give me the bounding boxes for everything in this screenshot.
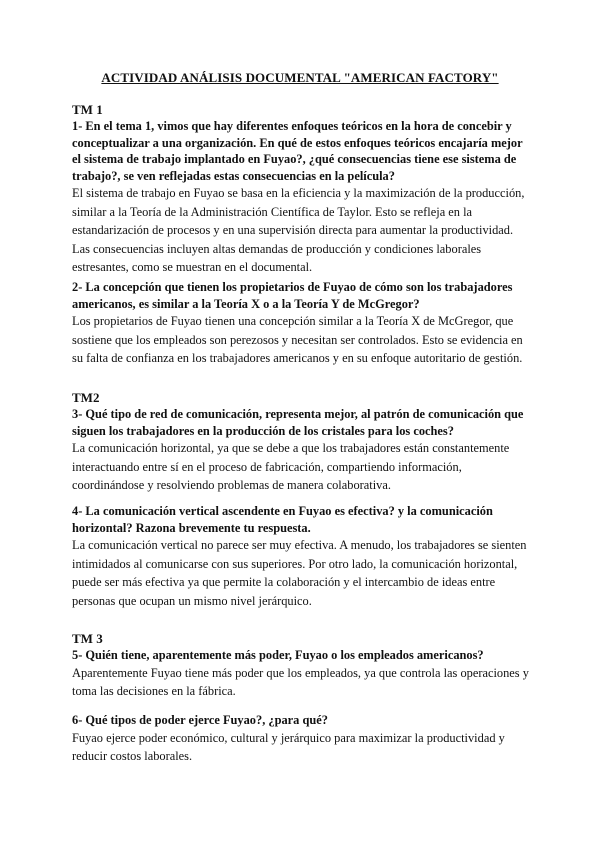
- question-3: 3- Qué tipo de red de comunicación, representa mejor, al patrón de comunicación que siguen los trabajadores en la producción de los cristales para los coches?: [72, 407, 524, 438]
- item-2: [72, 279, 532, 368]
- section-tm3: [72, 631, 532, 701]
- question-1: 1- En el tema 1, vimos que hay diferentes enfoques teóricos en la hora de concebir y conceptualizar a una organización. En qué de estos enfoques teóricos encajaría mejor el sistema de trabajo implantado en Fuyao?, ¿qué consecuencias tiene ese sistema de trabajo?, se ven reflejadas estas consecuencias en la película?: [72, 119, 523, 183]
- answer-6: Fuyao ejerce poder económico, cultural y jerárquico para maximizar la productividad y reducir costos laborales.: [72, 730, 505, 763]
- answer-1: El sistema de trabajo en Fuyao se basa en la eficiencia y la maximización de la producción, similar a la Teoría de la Administración Científica de Taylor. Esto se refleja en la estandarización de procesos y en una supervisión directa para aumentar la productividad. Las consecuencias incluyen altas demandas de producción y condiciones laborales estresantes, como se muestran en el documental.: [72, 186, 525, 274]
- section-heading: TM2: [72, 390, 100, 405]
- section-tm2: [72, 390, 532, 495]
- answer-2: Los propietarios de Fuyao tienen una concepción similar a la Teoría X de McGregor, que sostiene que los empleados son perezosos y necesitan ser controlados. Esto se evidencia en su falta de confianza en los trabajadores americanos y en su enfoque autoritario de gestión.: [72, 314, 523, 365]
- answer-5: Aparentemente Fuyao tiene más poder que los empleados, ya que controla las operaciones y toma las decisiones en la fábrica.: [72, 665, 529, 698]
- section-heading: TM 1: [72, 102, 103, 117]
- question-5: 5- Quién tiene, aparentemente más poder, Fuyao o los empleados americanos?: [72, 648, 484, 662]
- question-6: 6- Qué tipos de poder ejerce Fuyao?, ¿para qué?: [72, 713, 328, 727]
- question-2: 2- La concepción que tienen los propietarios de Fuyao de cómo son los trabajadores americanos, es similar a la Teoría X o a la Teoría Y de McGregor?: [72, 280, 513, 311]
- question-4: 4- La comunicación vertical ascendente en Fuyao es efectiva? y la comunicación horizontal? Razona brevemente tu respuesta.: [72, 504, 493, 535]
- answer-3: La comunicación horizontal, ya que se debe a que los trabajadores están constantemente interactuando entre sí en el proceso de fabricación, compartiendo información, coordinándose y resolviendo problemas de manera colaborativa.: [72, 441, 510, 492]
- section-heading: TM 3: [72, 631, 103, 646]
- item-4: [72, 503, 532, 610]
- section-tm1: [72, 102, 532, 277]
- document-title: ACTIVIDAD ANÁLISIS DOCUMENTAL "AMERICAN FACTORY": [101, 70, 499, 85]
- item-6: [72, 712, 532, 766]
- answer-4: La comunicación vertical no parece ser muy efectiva. A menudo, los trabajadores se sienten intimidados al comunicarse con sus superiores. Por otro lado, la comunicación horizontal, puede ser más efectiva ya que permite la colaboración y el intercambio de ideas entre personas que ocupan un mismo nivel jerárquico.: [72, 538, 527, 608]
